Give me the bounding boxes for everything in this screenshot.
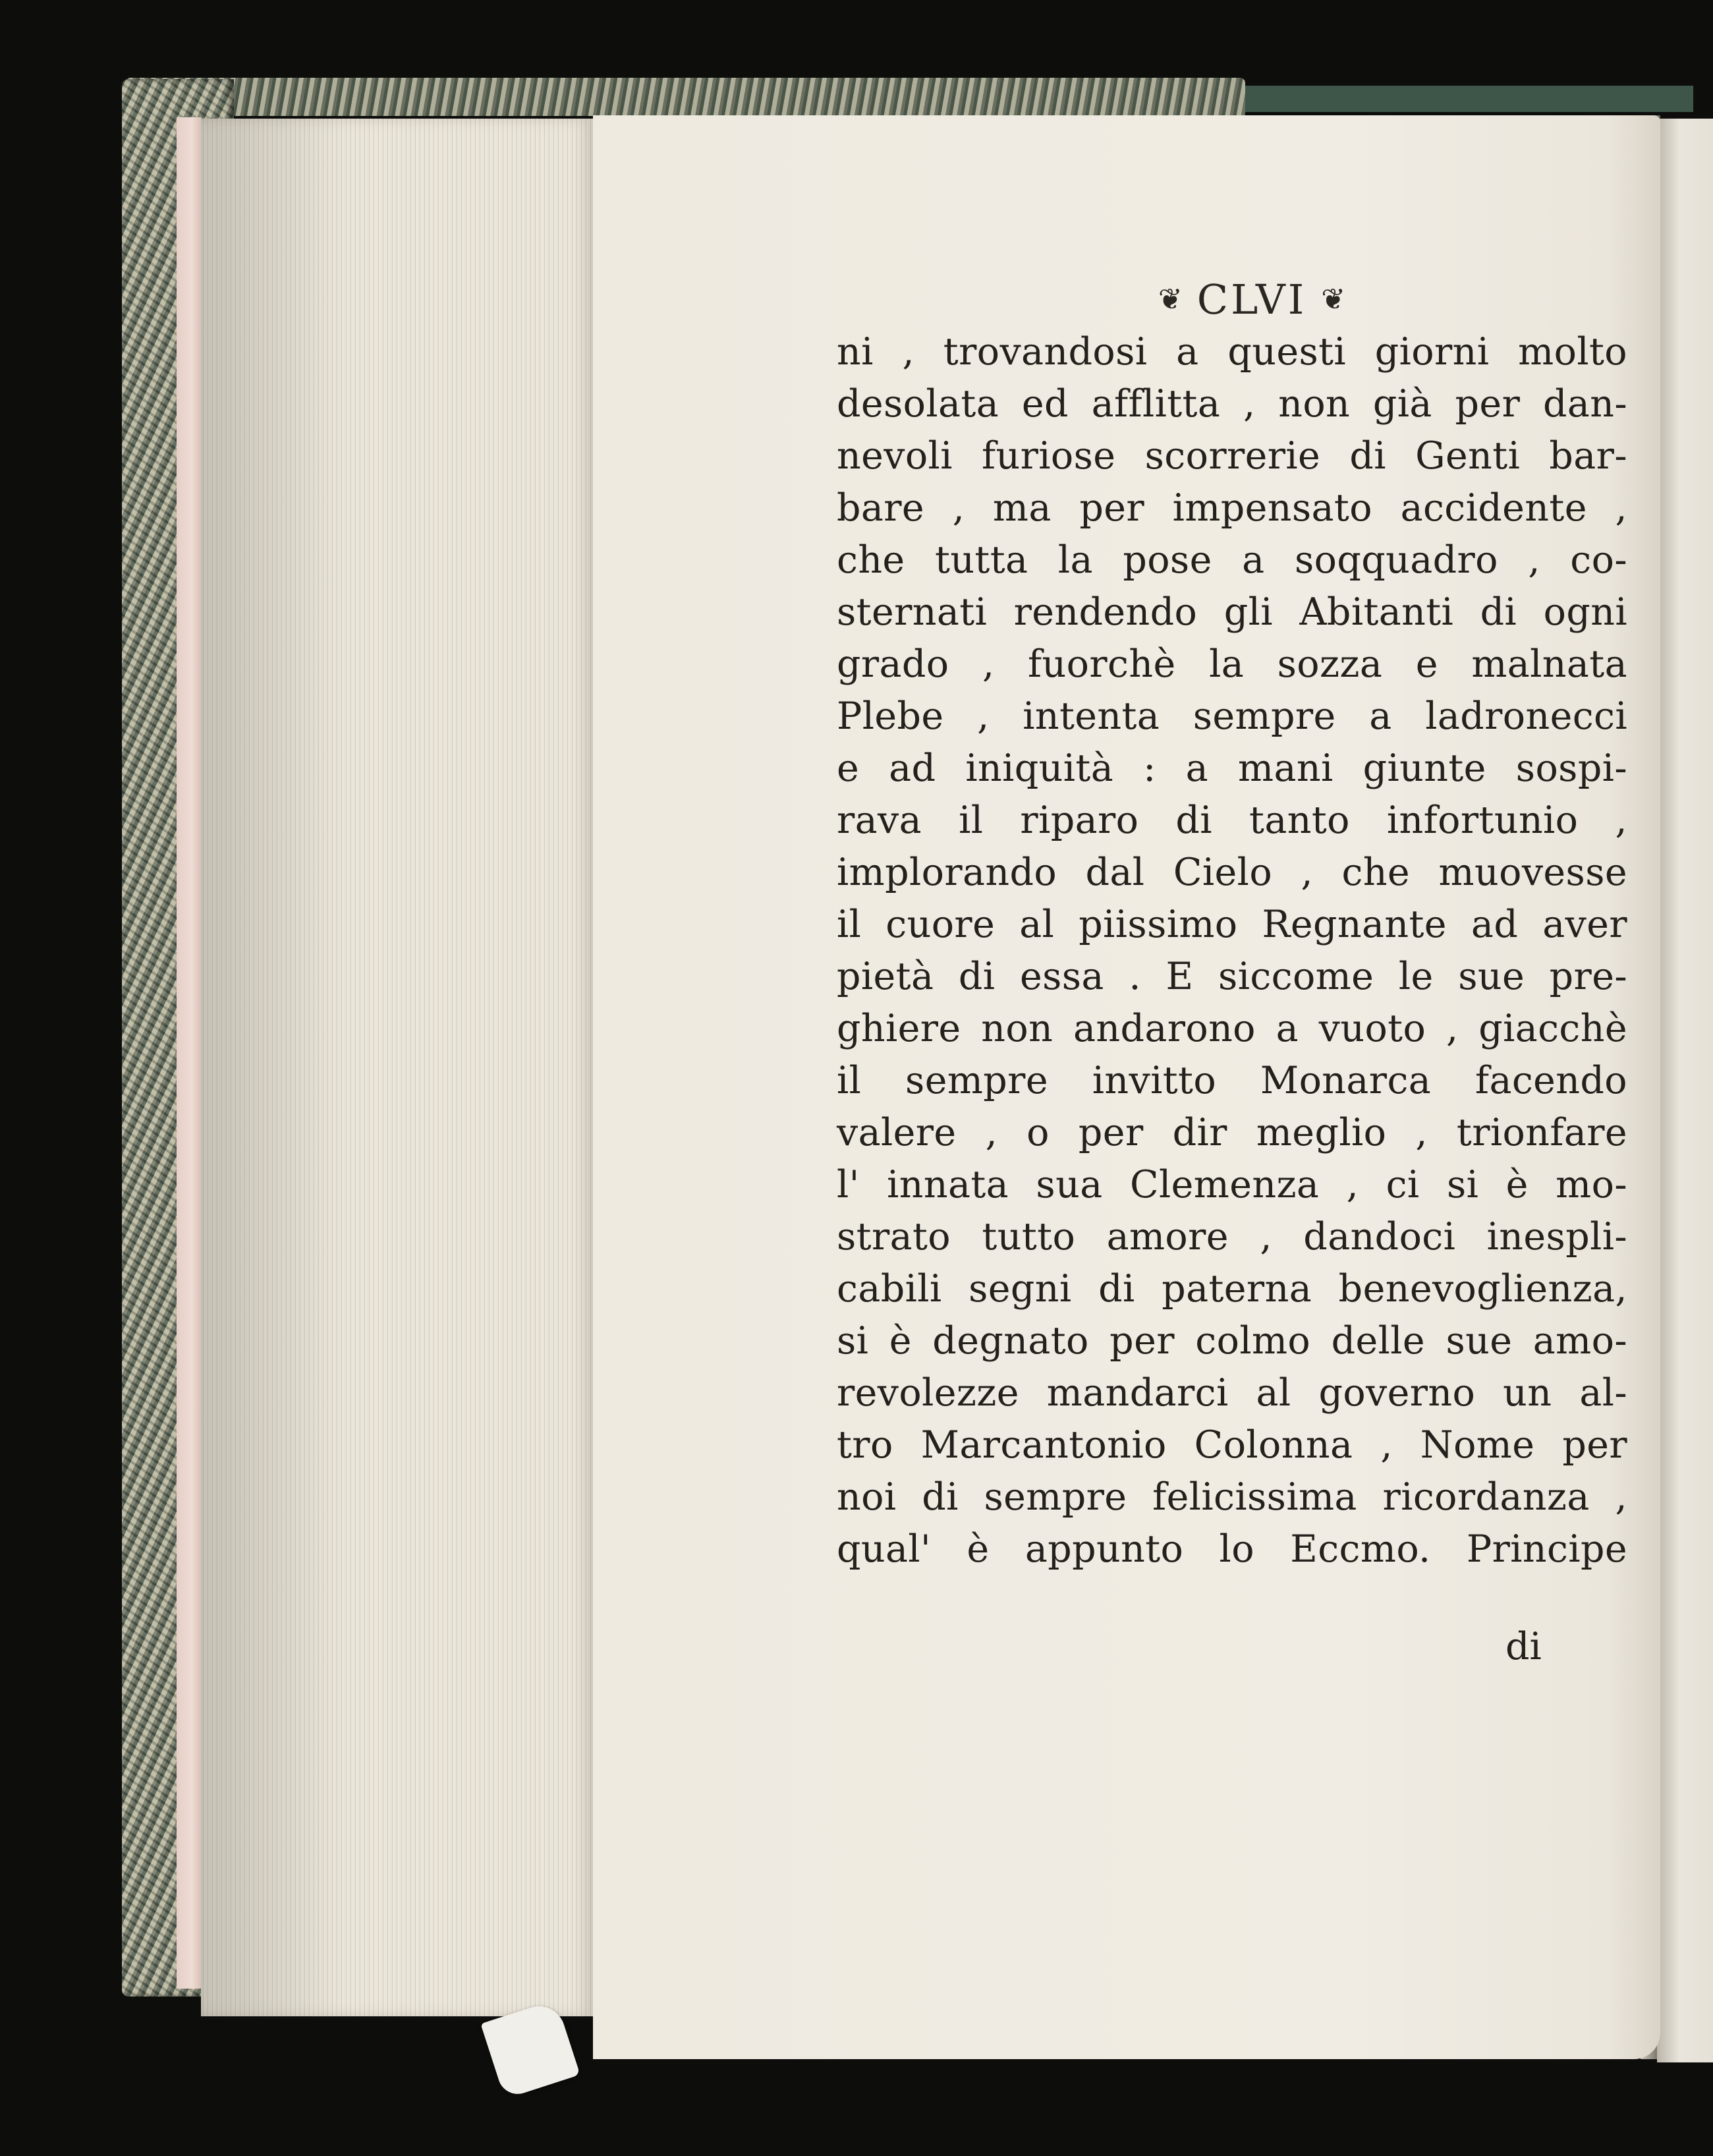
text-line: qual' è appunto lo Eccmo. Principe [837,1527,1627,1571]
text-line: cabili segni di paterna benevoglienza, [837,1267,1627,1311]
text-line: ghiere non andarono a vuoto , giacchè [837,1007,1627,1050]
text-line: Plebe , intenta sempre a ladronecci [837,695,1627,738]
fleuron-right-icon: ❦ [1321,283,1346,316]
text-line: grado , fuorchè la sozza e malnata [837,642,1627,686]
text-line: implorando dal Cielo , che muovesse [837,851,1627,894]
text-line: che tutta la pose a soqquadro , co- [837,538,1627,582]
text-line: il sempre invitto Monarca facendo [837,1059,1627,1102]
text-line: revolezze mandarci al governo un al- [837,1371,1627,1415]
pink-endpaper [177,117,202,1989]
running-header [1094,273,1410,326]
text-line: strato tutto amore , dandoci inespli- [837,1215,1627,1259]
text-line: ni , trovandosi a questi giorni molto [837,330,1627,374]
text-line: si è degnato per colmo delle sue amo- [837,1319,1627,1363]
catchword: di [1505,1625,1542,1668]
text-line: il cuore al piissimo Regnante ad aver [837,903,1627,946]
text-line: pietà di essa . E siccome le sue pre- [837,955,1627,998]
body-text [837,326,1627,1575]
text-line: valere , o per dir meglio , trionfare [837,1111,1627,1154]
fleuron-left-icon: ❦ [1158,283,1183,316]
text-line: tro Marcantonio Colonna , Nome per [837,1423,1627,1467]
text-line: nevoli furiose scorrerie di Genti bar- [837,434,1627,478]
text-line: noi di sempre felicissima ricordanza , [837,1475,1627,1519]
page-block-shadow [201,119,346,2016]
next-page-edge [1657,119,1713,2062]
text-line: e ad iniquità : a mani giunte sospi- [837,747,1627,790]
text-line: desolata ed afflitta , non già per dan- [837,382,1627,426]
marbled-cover-top-edge [125,78,1245,116]
text-line: sternati rendendo gli Abitanti di ogni [837,590,1627,634]
text-line: rava il riparo di tanto infortunio , [837,799,1627,842]
cover-board-top-right [1245,86,1693,112]
page-number: CLVI [1196,275,1307,324]
text-line: bare , ma per impensato accidente , [837,486,1627,530]
text-line: l' innata sua Clemenza , ci si è mo- [837,1163,1627,1206]
